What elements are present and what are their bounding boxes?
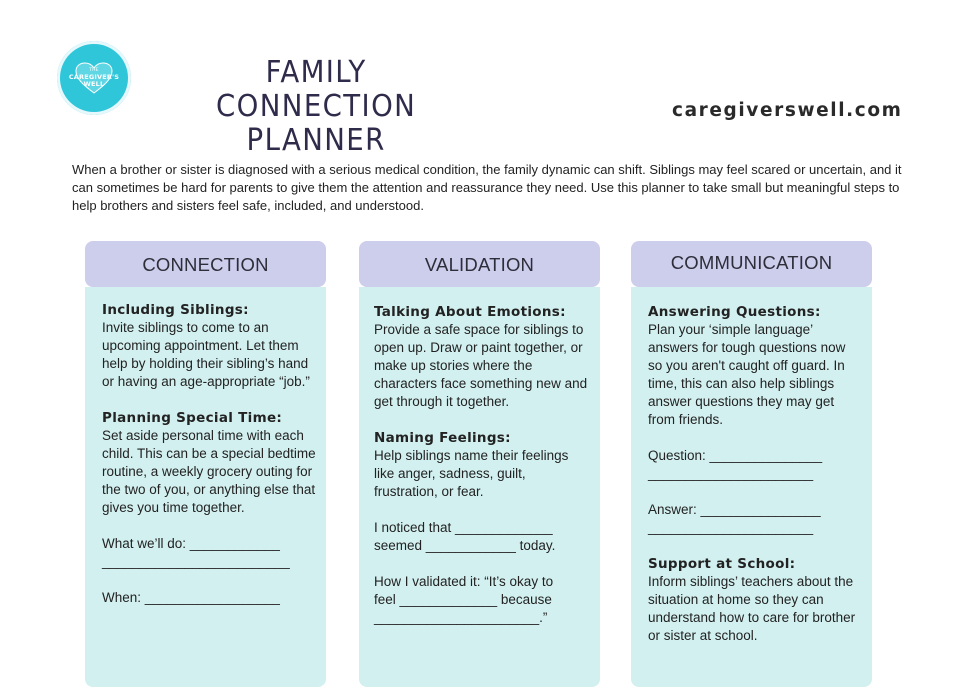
communication-body [648,303,862,645]
connection-body [102,301,316,607]
section-heading: Answering Questions: [648,304,821,320]
fill-in-line: I noticed that _____________ [374,520,553,535]
section-text: Invite siblings to come to an upcoming appointment. Let them help by holding their sibling’s hand or having an age-appropriate “job.” [102,320,310,389]
validation-column [359,241,600,625]
connection-header: CONNECTION [85,241,326,287]
fill-in-line: Answer: ________________ [648,502,821,517]
intro-paragraph: When a brother or sister is diagnosed with a serious medical condition, the family dynamic can shift. Siblings may feel scared or uncertain, and it can sometimes be hard for parents to give them the attention and reassurance they need. Use this planner to take small but meaningful steps to help brothers and sisters feel safe, included, and understood. [72,162,902,213]
title-line-1: FAMILY CONNECTION [216,55,417,124]
fill-in-line: What we’ll do: ____________ [102,536,280,551]
fill-in-line: seemed ____________ today. [374,538,556,553]
section-heading: Including Siblings: [102,302,249,318]
section-text: Help siblings name their feelings like anger, sadness, guilt, frustration, or fear. [374,448,569,499]
section-text: Provide a safe space for siblings to open up. Draw or paint together, or make up stories where the characters face something new and get through it together. [374,322,588,409]
section-heading: Talking About Emotions: [374,304,566,320]
fill-in-line: _________________________ [102,554,290,569]
fill-in-line: Question: _______________ [648,448,823,463]
connection-column [85,241,326,605]
caregivers-well-logo [57,41,131,115]
logo-text-line2: WELL [83,80,105,88]
title-line-2: PLANNER [246,123,386,158]
section-heading: Support at School: [648,556,796,572]
communication-header: COMMUNICATION [631,241,872,287]
section-text: Plan your ‘simple language’ answers for tough questions now so you aren't caught off guard. In time, this can also help siblings answer questions they may get from friends. [648,322,846,427]
fill-in-line: How I validated it: “It’s okay to [374,574,554,589]
logo-text-line1: CAREGIVER'S [68,73,120,81]
logo-text-small: THE [89,68,99,73]
website-url: caregiverswell.com [672,100,903,121]
fill-in-line: feel _____________ because [374,592,552,607]
section-text: Set aside personal time with each child. This can be a special bedtime routine, a weekly grocery outing for the two of you, or anything else that gives you time together. [102,428,316,515]
fill-in-line: ______________________ [648,520,814,535]
validation-body [374,303,590,627]
section-text: Inform siblings’ teachers about the situation at home so they can understand how to care for brother or sister at school. [648,574,856,643]
fill-in-line: ______________________ [648,466,814,481]
fill-in-line: When: __________________ [102,590,280,605]
section-heading: Planning Special Time: [102,410,283,426]
page-title [168,56,464,158]
fill-in-line: ______________________.” [374,610,548,625]
validation-header: VALIDATION [359,241,600,287]
section-heading: Naming Feelings: [374,430,511,446]
communication-column [631,241,872,643]
